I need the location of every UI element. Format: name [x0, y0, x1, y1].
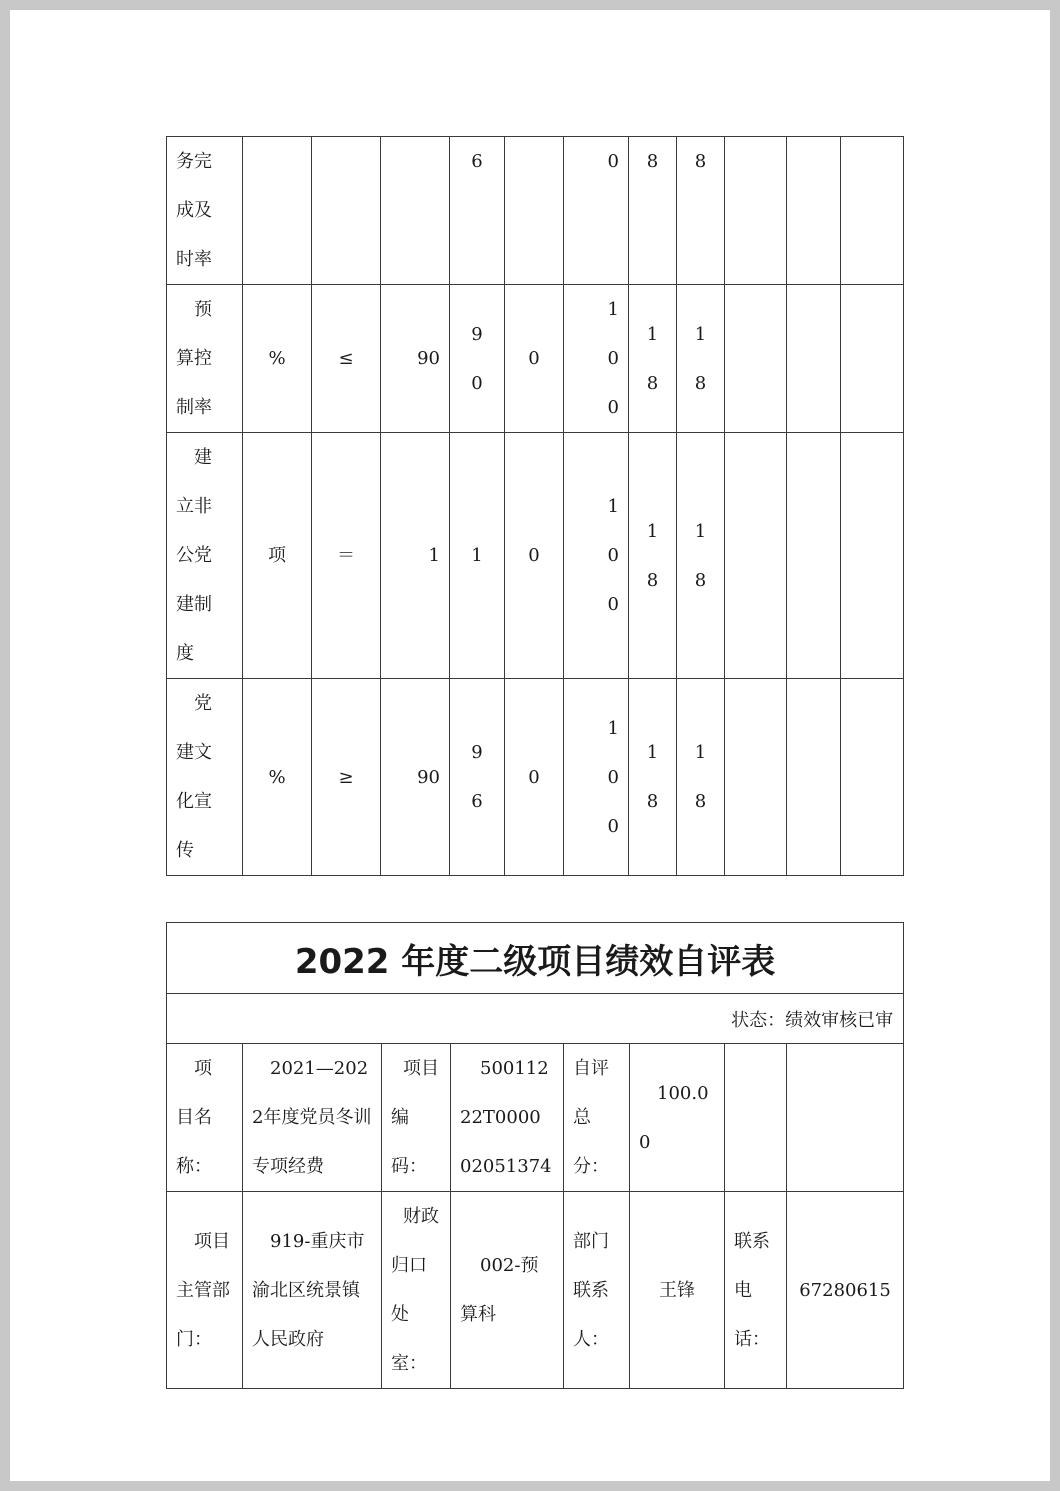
table-row	[167, 679, 904, 876]
indicator-score: 18	[677, 679, 725, 876]
indicator-score: 100	[564, 433, 629, 679]
project-name-value: 2021—2022年度党员冬训专项经费	[243, 1044, 382, 1192]
table-row	[167, 1044, 904, 1192]
phone-value: 67280615	[787, 1192, 904, 1389]
indicator-operator: ≥	[312, 679, 381, 876]
self-score-label: 自评总分：	[564, 1044, 630, 1192]
indicator-weight: 0	[505, 285, 564, 433]
dept-label: 项目主管部门：	[167, 1192, 243, 1389]
table-row	[167, 137, 904, 285]
indicator-unit: 项	[243, 433, 312, 679]
indicator-actual: 6	[450, 137, 505, 285]
indicator-target: 1	[381, 433, 450, 679]
indicator-name: 党建文化宣传	[167, 679, 243, 876]
indicator-unit: %	[243, 285, 312, 433]
indicator-score: 100	[564, 285, 629, 433]
indicator-target: 90	[381, 679, 450, 876]
status-text: 状态：绩效审核已审	[167, 994, 904, 1044]
indicator-table	[166, 136, 904, 876]
phone-label: 联系电话：	[725, 1192, 787, 1389]
project-code-label: 项目编码：	[382, 1044, 451, 1192]
indicator-target: 90	[381, 285, 450, 433]
indicator-name: 预算控制率	[167, 285, 243, 433]
indicator-score: 18	[677, 285, 725, 433]
indicator-score: 18	[677, 433, 725, 679]
evaluation-form	[166, 922, 904, 1389]
indicator-score: 18	[629, 679, 677, 876]
dept-value: 919-重庆市渝北区统景镇人民政府	[243, 1192, 382, 1389]
indicator-operator: ＝	[312, 433, 381, 679]
indicator-score: 0	[564, 137, 629, 285]
indicator-unit: %	[243, 679, 312, 876]
table-row	[167, 433, 904, 679]
indicator-score: 18	[629, 285, 677, 433]
table-row	[167, 1192, 904, 1389]
project-code-value: 50011222T000002051374	[451, 1044, 564, 1192]
finance-office-label: 财政归口处室：	[382, 1192, 451, 1389]
indicator-actual: 90	[450, 285, 505, 433]
indicator-weight: 0	[505, 433, 564, 679]
indicator-score: 100	[564, 679, 629, 876]
contact-label: 部门联系人：	[564, 1192, 630, 1389]
document-page	[10, 10, 1050, 1481]
table-row	[167, 285, 904, 433]
finance-office-value: 002-预算科	[451, 1192, 564, 1389]
indicator-actual: 1	[450, 433, 505, 679]
indicator-operator: ≤	[312, 285, 381, 433]
self-score-value: 100.00	[630, 1044, 725, 1192]
indicator-score: 8	[629, 137, 677, 285]
indicator-score: 18	[629, 433, 677, 679]
project-name-label: 项目名称：	[167, 1044, 243, 1192]
indicator-name: 务完成及时率	[167, 137, 243, 285]
form-title: 2022 年度二级项目绩效自评表	[167, 923, 904, 994]
indicator-actual: 96	[450, 679, 505, 876]
indicator-name: 建立非公党建制度	[167, 433, 243, 679]
indicator-score: 8	[677, 137, 725, 285]
contact-value: 王锋	[630, 1192, 725, 1389]
indicator-weight: 0	[505, 679, 564, 876]
